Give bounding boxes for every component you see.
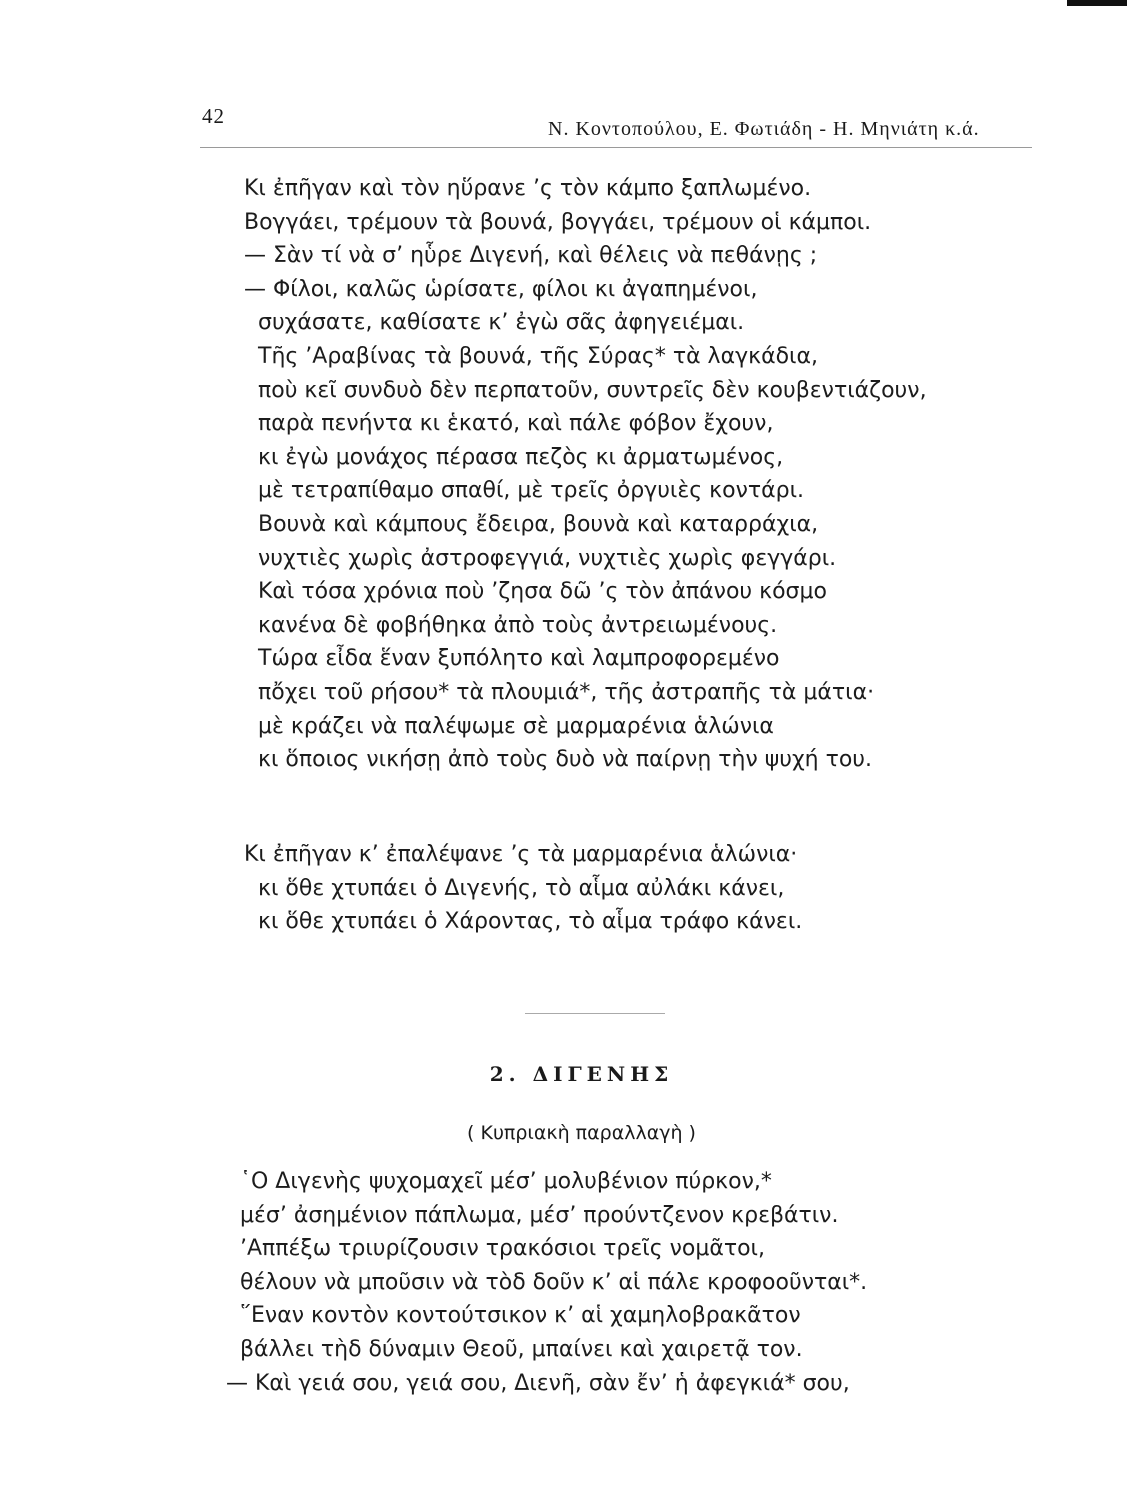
verse-line: ῾Ο Διγενὴς ψυχομαχεῖ μέσ’ μολυβένιον πύρκον,*	[240, 1169, 772, 1194]
verse-line: κι ὅθε χτυπάει ὁ Διγενής, τὸ αἷμα αὐλάκι κάνει,	[258, 875, 785, 901]
verse-line: παρὰ πενήντα κι ἑκατό, καὶ πάλε φόβον ἔχουν,	[258, 411, 774, 437]
verse-line: πὄχει τοῦ ρήσου* τὰ πλουμιά*, τῆς ἀστραπῆς τὰ μάτια·	[258, 679, 875, 705]
verse-line: Κι ἐπῆγαν κ’ ἐπαλέψανε ’ς τὰ μαρμαρένια ἁλώνια·	[244, 842, 798, 867]
page-number: 42	[202, 104, 225, 128]
verse-line: βάλλει τὴδ δύναμιν Θεοῦ, μπαίνει καὶ χαιρετᾷ τον.	[240, 1336, 803, 1362]
verse-line: ῞Εναν κοντὸν κοντούτσικον κ’ αἱ χαμηλοβρακᾶτον	[240, 1303, 801, 1329]
section-title: 2. ΔΙΓΕΝΗΣ	[489, 1062, 674, 1086]
verse-line: θέλουν νὰ μποῦσιν νὰ τὸδ δοῦν κ’ αἱ πάλε κροφοοῦνται*.	[240, 1269, 868, 1295]
verse-line: κι ὅθε χτυπάει ὁ Χάροντας, τὸ αἷμα τράφο κάνει.	[258, 909, 803, 935]
verse-line: μέσ’ ἀσημένιον πάπλωμα, μέσ’ προύντζενον κρεβάτιν.	[240, 1202, 839, 1228]
poem-stanza-2	[244, 838, 802, 939]
running-head: Ν. Κοντοπούλου, Ε. Φωτιάδη - Η. Μηνιάτη κ.ά.	[548, 118, 980, 140]
verse-line: Κι ἐπῆγαν καὶ τὸν ηὕρανε ’ς τὸν κάμπο ξαπλωμένο.	[244, 176, 812, 201]
verse-line: — Καὶ γειά σου, γειά σου, Διενῆ, σὰν ἔν’ ἡ ἀφεγκιά* σου,	[226, 1370, 850, 1396]
verse-line: Βουνὰ καὶ κάμπους ἔδειρα, βουνὰ καὶ καταρράχια,	[258, 511, 819, 537]
verse-line: ’Αππέξω τριυρίζουσιν τρακόσιοι τρεῖς νομᾶτοι,	[240, 1236, 765, 1262]
verse-line: κανένα δὲ φοβήθηκα ἀπὸ τοὺς ἀντρειωμένους.	[258, 612, 778, 638]
section-subtitle: ( Κυπριακὴ παραλλαγὴ )	[467, 1122, 696, 1144]
poem-section-2	[226, 1165, 867, 1400]
poem-stanza-1	[244, 172, 927, 777]
verse-line: — Φίλοι, καλῶς ὡρίσατε, φίλοι κι ἀγαπημένοι,	[244, 276, 758, 302]
verse-line: μὲ τετραπίθαμο σπαθί, μὲ τρεῖς ὀργυιὲς κοντάρι.	[258, 478, 805, 504]
verse-line: νυχτιὲς χωρὶς ἀστροφεγγιά, νυχτιὲς χωρὶς φεγγάρι.	[258, 545, 837, 571]
verse-line: Βογγάει, τρέμουν τὰ βουνά, βογγάει, τρέμουν οἱ κάμποι.	[244, 209, 872, 235]
section-separator	[525, 1013, 665, 1014]
verse-line: Τώρα εἶδα ἕναν ξυπόλητο καὶ λαμπροφορεμένο	[258, 646, 780, 672]
verse-line: κι ἐγὼ μονάχος πέρασα πεζὸς κι ἀρματωμένος,	[258, 444, 784, 470]
verse-line: μὲ κράζει νὰ παλέψωμε σὲ μαρμαρένια ἁλώνια	[258, 713, 774, 739]
verse-line: κι ὅποιος νικήσῃ ἀπὸ τοὺς δυὸ νὰ παίρνῃ τὴν ψυχή του.	[258, 747, 873, 773]
verse-line: συχάσατε, καθίσατε κ’ ἐγὼ σᾶς ἀφηγειέμαι.	[258, 310, 745, 336]
verse-line: Καὶ τόσα χρόνια ποὺ ’ζησα δῶ ’ς τὸν ἀπάνου κόσμο	[258, 579, 827, 605]
verse-line: — Σὰν τί νὰ σ’ ηὗρε Διγενή, καὶ θέλεις νὰ πεθάνῃς ;	[244, 243, 818, 269]
header-rule	[200, 147, 1032, 148]
verse-line: Τῆς ’Αραβίνας τὰ βουνά, τῆς Σύρας* τὰ λαγκάδια,	[258, 343, 818, 369]
scan-edge-mark	[1067, 0, 1127, 6]
verse-line: ποὺ κεῖ συνδυὸ δὲν περπατοῦν, συντρεῖς δὲν κουβεντιάζουν,	[258, 377, 927, 403]
